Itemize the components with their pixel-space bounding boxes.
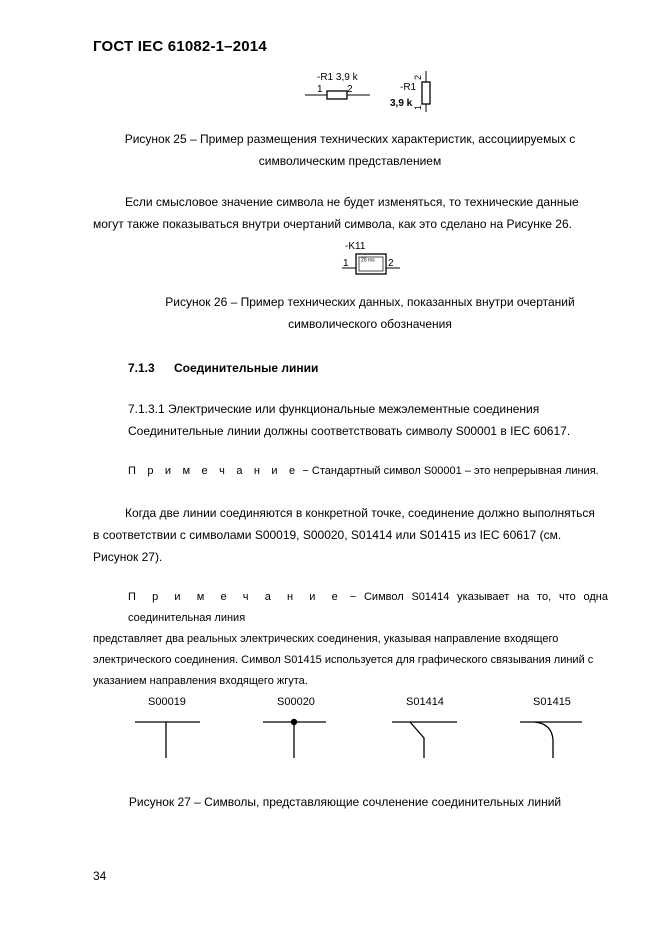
fig26-label: -K11 bbox=[345, 241, 366, 252]
figure-26-drawing bbox=[330, 238, 410, 276]
figure-25-caption bbox=[100, 128, 600, 172]
note-line bbox=[93, 587, 608, 629]
fig25-left-pin2: 2 bbox=[347, 84, 353, 95]
caption-line: символическим представлением bbox=[258, 154, 442, 168]
fig25-left-label: -R1 3,9 k bbox=[317, 72, 358, 83]
note bbox=[128, 461, 618, 482]
resistor-vertical-symbol bbox=[390, 71, 430, 112]
note-label: П р и м е ч а н и е bbox=[128, 465, 300, 477]
symbol-s00020 bbox=[263, 696, 326, 758]
s00019-label: S00019 bbox=[148, 696, 186, 708]
paragraph-line: Когда две линии соединяются в конкретной точке, соединение должно выполняться bbox=[125, 506, 595, 520]
symbol-s01414 bbox=[392, 696, 457, 758]
figure-25-drawing bbox=[300, 68, 450, 112]
paragraph bbox=[93, 191, 614, 235]
note-text: − Символ S01414 указывает на то, что одна соединительная линия bbox=[128, 591, 608, 624]
fig26-pin2: 2 bbox=[388, 258, 394, 269]
resistor-horizontal-symbol bbox=[305, 72, 370, 99]
junction-dot bbox=[291, 719, 297, 725]
fig26-pin1: 1 bbox=[343, 258, 349, 269]
caption-line: Рисунок 25 – Пример размещения технических характеристик, ассоциируемых с bbox=[124, 132, 576, 146]
caption-line: Рисунок 26 – Пример технических данных, показанных внутри очертаний bbox=[165, 295, 575, 309]
subsection-line: Соединительные линии должны соответствовать символу S00001 в IEC 60617. bbox=[128, 424, 571, 438]
paragraph-line: могут также показываться внутри очертаний символа, как это сделано на Рисунке 26. bbox=[93, 217, 572, 231]
note-line: указанием направления входящего жгута. bbox=[93, 675, 308, 687]
fig26-inner-value: 20 ms bbox=[361, 257, 375, 264]
symbol-s00019 bbox=[135, 696, 200, 758]
note-label: П р и м е ч а н и е bbox=[128, 591, 342, 603]
s00020-label: S00020 bbox=[277, 696, 315, 708]
figure-26-caption bbox=[100, 291, 640, 335]
fig25-right-value: 3,9 k bbox=[390, 98, 413, 109]
note-line: представляет два реальных электрических соединения, указывая направление входящего bbox=[93, 633, 559, 645]
paragraph-line: в соответствии с символами S00019, S00020, S01414 или S01415 из IEC 60617 (см. bbox=[93, 528, 562, 542]
note-text: − Стандартный символ S00001 – это непрерывная линия. bbox=[302, 465, 599, 477]
document-header: ГОСТ IEC 61082-1–2014 bbox=[93, 38, 267, 55]
paragraph-line: Если смысловое значение символа не будет изменяться, то технические данные bbox=[125, 195, 579, 209]
paragraph-line: Рисунок 27). bbox=[93, 550, 163, 564]
s01414-label: S01414 bbox=[406, 696, 444, 708]
note-line: электрического соединения. Символ S01415 используется для графического связывания линий с bbox=[93, 654, 594, 666]
page-number: 34 bbox=[93, 869, 107, 883]
subsection-line: 7.1.3.1 Электрические или функциональные межэлементные соединения bbox=[128, 402, 540, 416]
symbol-s01415 bbox=[520, 696, 582, 758]
s01415-label: S01415 bbox=[533, 696, 571, 708]
note bbox=[93, 587, 608, 692]
caption-line: символического обозначения bbox=[288, 317, 452, 331]
fig25-left-pin1: 1 bbox=[317, 84, 323, 95]
fig25-right-pin-top: 2 bbox=[413, 74, 423, 80]
figure-27-caption: Рисунок 27 – Символы, представляющие сочленение соединительных линий bbox=[128, 795, 562, 809]
fig25-right-pin-bottom: 1 bbox=[413, 104, 423, 110]
paragraph bbox=[93, 502, 608, 568]
section-number: 7.1.3 bbox=[128, 361, 155, 375]
section-title: Соединительные линии bbox=[174, 361, 319, 375]
subsection bbox=[128, 398, 618, 442]
figure-27-drawing bbox=[120, 688, 590, 768]
fig25-right-ref: -R1 bbox=[400, 82, 417, 93]
